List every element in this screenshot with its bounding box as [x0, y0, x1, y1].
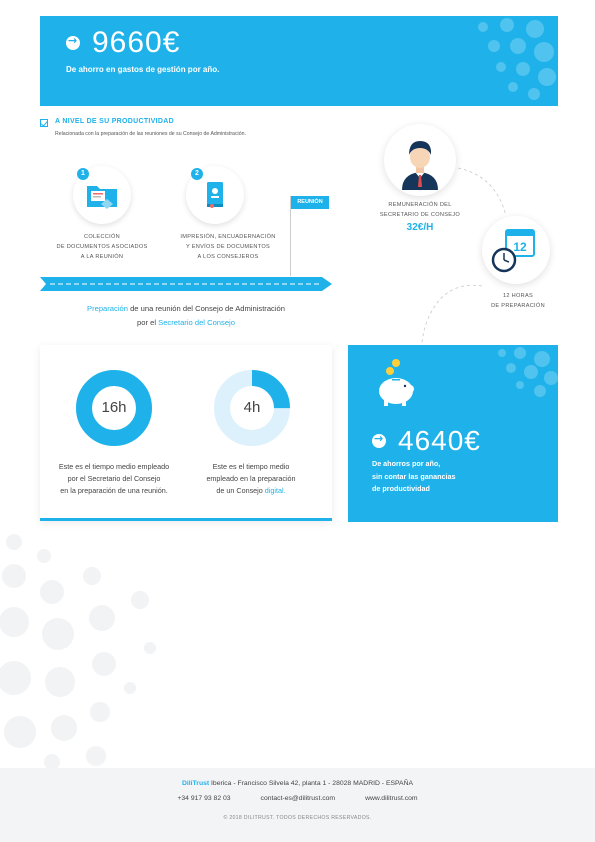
footer-copyright: © 2018 DILITRUST. TODOS DERECHOS RESERVADOS. — [223, 815, 372, 821]
banner-caption: De ahorro en gastos de gestión por año. — [66, 65, 220, 74]
footer-brand: DiliTrust — [181, 780, 210, 787]
footer-contacts — [0, 795, 595, 802]
traditional-time-value: 16h — [101, 399, 127, 416]
preparation-caption: Preparación de una reunión del Consejo de Administración por el Secretario del Consejo — [87, 304, 285, 327]
footer — [0, 768, 595, 842]
section-subtitle: Relacionada con la preparación de las reuniones de su Consejo de Administración. — [55, 131, 246, 137]
savings-caption: De ahorros por año, sin contar las ganancias de productividad — [372, 459, 456, 493]
step-2-text: IMPRESIÓN, ENCUADERNACIÓN Y ENVÍOS DE DOCUMENTOS A LOS CONSEJEROS — [180, 234, 276, 260]
banner-amount: 9660€ — [92, 26, 181, 59]
footer-website[interactable]: www.dilitrust.com — [365, 795, 418, 802]
savings-amount: 4640€ — [398, 425, 481, 456]
card-accent-bar — [40, 518, 332, 521]
preparation-time-circle — [482, 216, 550, 284]
productivity-savings-card — [348, 345, 558, 522]
reunion-flag: REUNIÓN — [291, 196, 329, 209]
section-title: A NIVEL DE SU PRODUCTIVIDAD — [55, 118, 174, 125]
calendar-day: 12 — [513, 240, 527, 254]
remuneration-label: REMUNERACIÓN DEL SECRETARIO DE CONSEJO — [379, 202, 461, 218]
step-number-2: 2 — [191, 168, 203, 180]
digital-time-value: 4h — [243, 399, 261, 416]
digital-time-text: Este es el tiempo medio empleado en la preparación de un Consejo digital. — [206, 462, 296, 495]
footer-address: DiliTrust Iberica - Francisco Silvela 42, planta 1 - 28028 MADRID - ESPAÑA — [181, 780, 414, 787]
time-comparison-card — [40, 345, 332, 521]
preparation-hours-label: 12 HORAS DE PREPARACIÓN — [491, 293, 545, 309]
traditional-time-text: Este es el tiempo medio empleado por el Secretario del Consejo en la preparación de una reunión. — [58, 462, 170, 495]
footer-email[interactable]: contact-es@dilitrust.com — [260, 795, 336, 802]
footer-phone: +34 917 93 82 03 — [177, 795, 231, 802]
arrow-right-icon — [372, 434, 386, 448]
decorative-dots-bottom — [0, 530, 170, 768]
remuneration-value: 32€/H — [406, 222, 434, 233]
piggy-bank-icon — [370, 355, 420, 411]
step-number-1: 1 — [77, 168, 89, 180]
step-1-text: COLECCIÓN DE DOCUMENTOS ASOCIADOS A LA REUNIÓN — [56, 234, 148, 260]
calendar-clock-icon — [482, 216, 550, 284]
